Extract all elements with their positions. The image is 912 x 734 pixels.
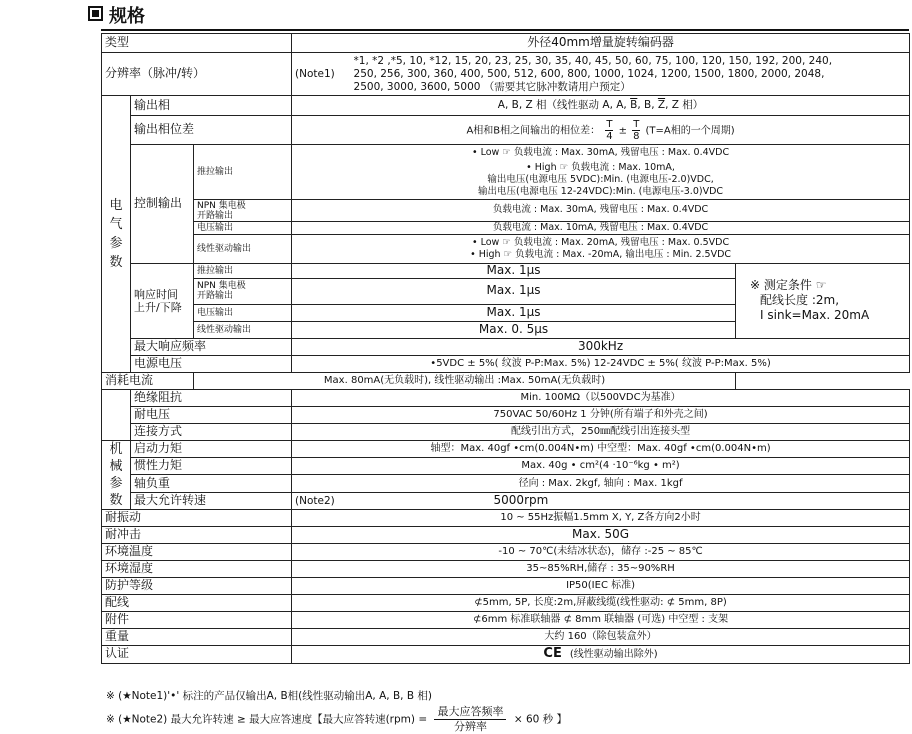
value-vibration: 10 ~ 55Hz振幅1.5mm X, Y, Z各方向2小时 — [292, 509, 910, 526]
electrical-group-label: 电气参数 — [102, 96, 131, 373]
value-max-speed: 5000rpm — [354, 492, 910, 509]
value-inertia: Max. 40g • cm²(4 ·10⁻⁶kg • m²) — [292, 458, 910, 475]
row-dielectric — [102, 406, 910, 423]
value-max-freq: 300kHz — [292, 338, 910, 355]
row-connection — [102, 423, 910, 440]
label-temp: 环境温度 — [102, 543, 292, 560]
spec-table — [101, 33, 910, 664]
row-output-phase — [102, 96, 910, 116]
value-current: Max. 80mA(无负载时), 线性驱动输出 :Max. 50mA(无负载时) — [194, 372, 736, 389]
row-type — [102, 34, 910, 53]
label-rt-voltage: 电压输出 — [194, 304, 292, 321]
row-vibration — [102, 509, 910, 526]
label-vibration: 耐振动 — [102, 509, 292, 526]
row-resolution — [102, 53, 910, 96]
value-temp: -10 ~ 70℃(未结冰状态)，储存 :-25 ~ 85℃ — [292, 543, 910, 560]
ce-mark-icon: CE — [543, 645, 562, 661]
row-inertia — [102, 458, 910, 475]
label-protection: 防护等级 — [102, 577, 292, 594]
row-max-freq — [102, 338, 910, 355]
value-cp-voltage: 负载电流 : Max. 10mA, 残留电压 : Max. 0.4VDC — [292, 222, 910, 235]
label-rt-push-pull: 推拉输出 — [194, 264, 292, 279]
label-rt-line-driver: 线性驱动输出 — [194, 321, 292, 338]
value-phase-diff: A相和B相之间输出的相位差： $\frac{T}{4}$ ± $\frac{T}{8}$ (T=A相的一个周期) — [292, 116, 910, 145]
value-dielectric: 750VAC 50/60Hz 1 分钟(所有端子和外壳之间) — [292, 406, 910, 423]
value-accessory: ⊄6mm 标准联轴器 ⊄ 8mm 联轴器 (可选) 中空型 : 支架 — [292, 611, 910, 628]
row-shock — [102, 526, 910, 543]
value-cp-npn: 负载电流 : Max. 30mA, 残留电压 : Max. 0.4VDC — [292, 200, 910, 222]
electrical-group-spacer — [102, 389, 131, 440]
label-shock: 耐冲击 — [102, 526, 292, 543]
label-max-speed: 最大允许转速 — [131, 492, 292, 509]
value-rt-line-driver: Max. 0. 5μs — [292, 321, 736, 338]
label-accessory: 附件 — [102, 611, 292, 628]
row-current — [102, 372, 910, 389]
resolution-line-1: *1, *2 ,*5, 10, *12, 15, 20, 23, 25, 30, 35, 40, 45, 50, 60, 75, 100, 120, 150, 192, 200, 240, — [353, 54, 833, 67]
label-insulation: 绝缘阻抗 — [131, 389, 292, 406]
label-response-time: 响应时间 上升/下降 — [131, 264, 194, 339]
label-torque: 启动力矩 — [131, 440, 292, 457]
resolution-line-3: 2500, 3000, 3600, 5000 （需要其它脉冲数请用户预定） — [353, 80, 631, 93]
value-output-phase: A, B, Z 相（线性驱动 A, A, $\overline{B}$, B, $\overline{Z}$, Z 相） — [292, 96, 910, 116]
value-insulation: Min. 100MΩ（以500VDC为基准） — [292, 389, 910, 406]
label-cp-push-pull: 推拉输出 — [194, 145, 292, 200]
label-humidity: 环境湿度 — [102, 560, 292, 577]
row-weight — [102, 628, 910, 645]
label-resolution: 分辨率（脉冲/转） — [102, 53, 292, 96]
label-connection: 连接方式 — [131, 423, 292, 440]
value-shock: Max. 50G — [292, 526, 910, 543]
value-type: 外径40mm增量旋转编码器 — [292, 34, 910, 53]
label-supply: 电源电压 — [131, 355, 292, 372]
row-control-line-driver — [102, 235, 910, 264]
value-protection: IP50(IEC 标准) — [292, 577, 910, 594]
label-current: 消耗电流 — [102, 372, 194, 389]
value-resolution — [354, 53, 910, 96]
label-output-phase: 输出相 — [131, 96, 292, 116]
response-conditions: ※ 测定条件 ☞ 配线长度 :2m, I sink=Max. 20mA — [736, 264, 910, 339]
value-cable: ⊄5mm, 5P, 长度:2m,屏蔽线缆(线性驱动: ⊄ 5mm, 8P) — [292, 594, 910, 611]
note2-marker: (Note2) — [292, 492, 354, 509]
label-inertia: 惯性力矩 — [131, 458, 292, 475]
value-shaft-load: 径向 : Max. 2kgf, 轴向 : Max. 1kgf — [292, 475, 910, 492]
section-heading — [88, 2, 145, 28]
footnote-1: ※ (★Note1)'•' 标注的产品仅输出A, B相(线性驱动输出A, A, B, B 相) — [106, 690, 432, 702]
row-accessory — [102, 611, 910, 628]
note1-marker: (Note1) — [292, 53, 354, 96]
label-cp-line-driver: 线性驱动输出 — [194, 235, 292, 264]
row-shaft-load — [102, 475, 910, 492]
row-insulation — [102, 389, 910, 406]
row-cable — [102, 594, 910, 611]
heading-text: 规格 — [109, 6, 145, 27]
value-weight: 大约 160（除包装盒外） — [292, 628, 910, 645]
footnote-2: ※ (★Note2) 最大允许转速 ≥ 最大应答速度【最大应答转速(rpm) = 最大应答频率 分辨率 × 60 秒 】 — [106, 705, 567, 733]
row-response-push-pull — [102, 264, 910, 279]
label-cert: 认证 — [102, 645, 292, 663]
note2-fraction: 最大应答频率 分辨率 — [434, 705, 506, 734]
row-supply — [102, 355, 910, 372]
label-shaft-load: 轴负重 — [131, 475, 292, 492]
mechanical-group-label: 机械参数 — [102, 440, 131, 509]
value-rt-voltage: Max. 1μs — [292, 304, 736, 321]
value-connection: 配线引出方式，250㎜配线引出连接头型 — [292, 423, 910, 440]
value-cert: CE (线性驱动输出除外) — [292, 645, 910, 663]
label-phase-diff: 输出相位差 — [131, 116, 292, 145]
row-cert — [102, 645, 910, 663]
label-type: 类型 — [102, 34, 292, 53]
label-weight: 重量 — [102, 628, 292, 645]
row-control-npn — [102, 200, 910, 222]
value-rt-push-pull: Max. 1μs — [292, 264, 736, 279]
value-cp-line-driver: • Low ☞ 负载电流 : Max. 20mA, 残留电压 : Max. 0.5VDC • High ☞ 负载电流 : Max. -20mA, 输出电压 : Min. 2.5VDC — [292, 235, 910, 264]
top-rule — [101, 29, 909, 31]
label-max-freq: 最大响应频率 — [131, 338, 292, 355]
label-rt-npn: NPN 集电极 开路输出 — [194, 278, 292, 304]
resolution-line-2: 250, 256, 300, 360, 400, 500, 512, 600, 800, 1000, 1024, 1200, 1500, 1800, 2000, 2048, — [353, 67, 825, 80]
label-cable: 配线 — [102, 594, 292, 611]
row-temp — [102, 543, 910, 560]
row-humidity — [102, 560, 910, 577]
square-bullet-icon — [88, 6, 103, 21]
value-supply: •5VDC ± 5%( 纹波 P-P:Max. 5%) 12-24VDC ± 5%( 纹波 P-P:Max. 5%) — [292, 355, 910, 372]
row-torque — [102, 440, 910, 457]
label-control-output: 控制输出 — [131, 145, 194, 264]
label-cp-npn: NPN 集电极 开路输出 — [194, 200, 292, 222]
row-phase-diff — [102, 116, 910, 145]
value-cp-push-pull: • Low ☞ 负载电流 : Max. 30mA, 残留电压 : Max. 0.4VDC • High ☞ 负载电流 : Max. 10mA, 输出电压(电源电压 5VDC):Min. (电源电压-2.0)VDC, 输出电压(电源电压 12-24VDC):Min. (电源电压-3.0)VDC — [292, 145, 910, 200]
value-humidity: 35~85%RH,储存 : 35~90%RH — [292, 560, 910, 577]
row-control-voltage — [102, 222, 910, 235]
row-max-speed — [102, 492, 910, 509]
label-cp-voltage: 电压输出 — [194, 222, 292, 235]
row-control-push-pull — [102, 145, 910, 200]
label-dielectric: 耐电压 — [131, 406, 292, 423]
value-torque: 轴型：Max. 40gf •cm(0.004N•m) 中空型：Max. 40gf •cm(0.004N•m) — [292, 440, 910, 457]
value-rt-npn: Max. 1μs — [292, 278, 736, 304]
row-protection — [102, 577, 910, 594]
